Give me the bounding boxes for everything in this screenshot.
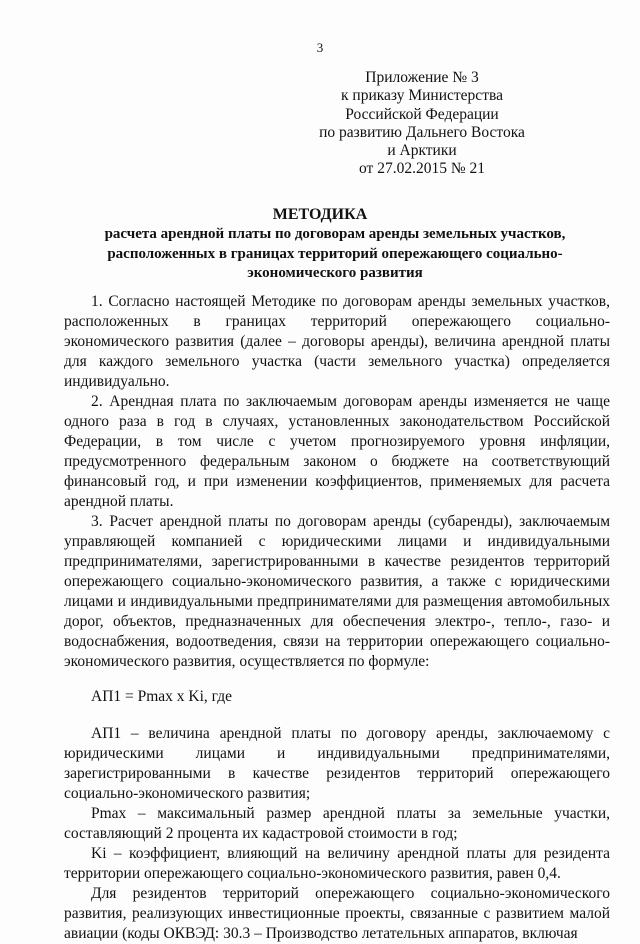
annex-line: Российской Федерации bbox=[345, 105, 499, 123]
annex-line: и Арктики bbox=[387, 142, 457, 160]
page-number: 3 bbox=[316, 40, 324, 55]
document-title: МЕТОДИКА bbox=[272, 206, 368, 223]
paragraph-1: 1. Согласно настоящей Методике по договорам аренды земельных участков, расположенных в границах территорий опережающего социально-экономического развития (далее – договоры аренды), величина арендной платы для каждого земельного участка (части земельного участка) определяется индивидуально. bbox=[64, 293, 610, 390]
annex-line: Приложение № 3 bbox=[365, 69, 479, 86]
definition-pmax: Pmax – максимальный размер арендной платы за земельные участки, составляющий 2 процента их кадастровой стоимости в год; bbox=[64, 805, 610, 842]
paragraph-4: Для резидентов территорий опережающего социально-экономического развития, реализующих инвестиционные проекты, связанные с развитием малой авиации (коды ОКВЭД: 30.3 – Производство летательных аппаратов, включая bbox=[64, 885, 610, 942]
document-subtitle: расчета арендной платы по договорам аренды земельных участков, расположенных в границах территорий опережающего социально-экономического развития bbox=[104, 226, 566, 281]
annex-line: к приказу Министерства bbox=[341, 87, 503, 105]
formula: АП1 = Pmax x Ki, где bbox=[91, 688, 233, 705]
paragraph-3: 3. Расчет арендной платы по договорам аренды (субаренды), заключаемым управляющей компанией с юридическими лицами и индивидуальными предпринимателями, зарегистрированными в качестве резидентов территорий опережающего социально-экономического развития, а также с юридическими лицами и индивидуальными предпринимателями для размещения автомобильных дорог, объектов, предназначенных для обеспечения электро-, тепло-, газо- и водоснабжения, водоотведения, связи на территории опережающего социально-экономического развития, осуществляется по формуле: bbox=[64, 513, 610, 670]
paragraph-2: 2. Арендная плата по заключаемым договорам аренды изменяется не чаще одного раза в год в случаях, установленных законодательством Российской Федерации, в том числе с учетом прогнозируемого уровня инфляции, предусмотренного федеральным законом о бюджете на соответствующий финансовый год, и при изменении коэффициентов, применяемых для расчета арендной платы. bbox=[64, 393, 610, 510]
definition-ap1: АП1 – величина арендной платы по договору аренды, заключаемому с юридическими лицами и индивидуальными предпринимателями, зарегистрированными в качестве резидентов территорий опережающего социально-экономического развития; bbox=[64, 725, 610, 802]
annex-line: по развитию Дальнего Востока bbox=[319, 123, 525, 141]
definition-ki: Ki – коэффициент, влияющий на величину арендной платы для резидента территории опережающего социально-экономического развития, равен 0,4. bbox=[64, 845, 610, 882]
annex-line: от 27.02.2015 № 21 bbox=[359, 160, 485, 178]
annex-block bbox=[292, 69, 552, 179]
document-body bbox=[64, 292, 610, 944]
